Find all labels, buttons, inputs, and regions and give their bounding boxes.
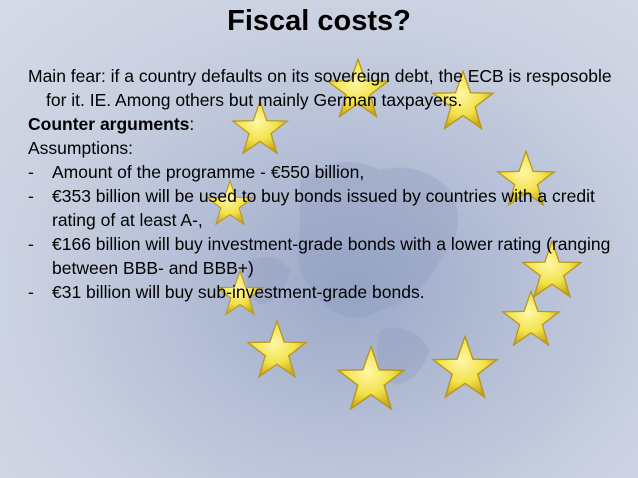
counter-arguments-label: Counter arguments [28, 114, 190, 134]
list-item-text: €166 billion will buy investment-grade bonds with a lower rating (ranging between BBB- and BBB+) [52, 234, 611, 278]
list-item [28, 184, 618, 232]
counter-arguments-colon: : [189, 114, 195, 134]
star-icon [248, 321, 306, 377]
main-fear-paragraph: Main fear: if a country defaults on its sovereign debt, the ECB is resposoble for it. IE. Among others but mainly German taxpayers. [28, 66, 612, 110]
bullet-dash: - [28, 234, 34, 254]
list-item [28, 232, 618, 280]
list-item-text: Amount of the programme - €550 billion, [52, 162, 365, 182]
slide-title: Fiscal costs? [227, 5, 411, 37]
list-item [28, 160, 618, 184]
list-item-text: €31 billion will buy sub-investment-grade bonds. [52, 282, 425, 302]
bullet-dash: - [28, 282, 34, 302]
assumptions-heading: Assumptions: [28, 138, 134, 158]
counter-arguments-line [28, 112, 618, 136]
list-item-text: €353 billion will be used to buy bonds issued by countries with a credit rating of at least A-, [52, 186, 595, 230]
list-item [28, 280, 618, 304]
star-icon [433, 336, 497, 397]
bullet-dash: - [28, 162, 34, 182]
bullet-dash: - [28, 186, 34, 206]
slide-body [28, 64, 618, 304]
